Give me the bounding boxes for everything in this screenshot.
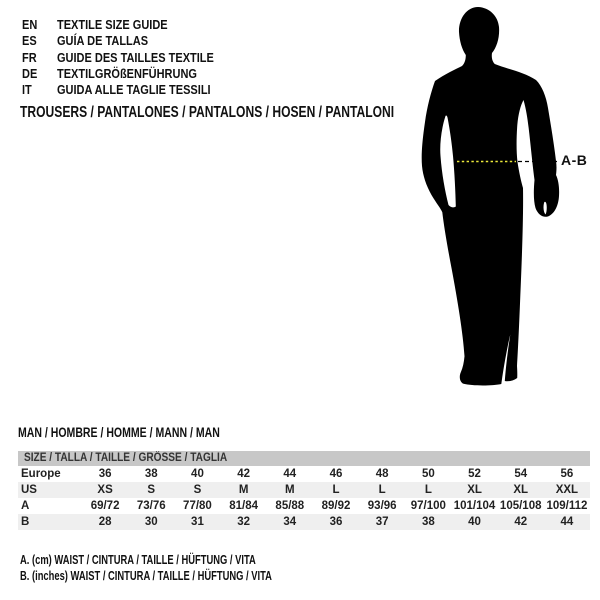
size-cell: XL xyxy=(467,484,482,496)
size-cell: 52 xyxy=(468,468,481,480)
language-label: GUÍA DE TALLAS xyxy=(57,34,149,49)
size-cell: 32 xyxy=(237,516,251,528)
table-row xyxy=(18,498,590,514)
size-cell: 97/100 xyxy=(410,500,446,512)
size-cell: L xyxy=(424,484,432,496)
size-cell: 42 xyxy=(237,468,251,480)
row-label: Europe xyxy=(21,468,61,480)
size-cell: XXL xyxy=(555,484,579,496)
language-label: TEXTILE SIZE GUIDE xyxy=(57,18,168,32)
size-table-rows xyxy=(18,466,590,530)
language-row xyxy=(22,82,235,98)
size-cell: 40 xyxy=(191,468,204,480)
size-cell: L xyxy=(332,484,340,496)
size-table-header xyxy=(18,451,590,466)
size-cell: 44 xyxy=(560,516,574,528)
size-cell: L xyxy=(378,484,386,496)
size-cell: 36 xyxy=(329,516,343,528)
size-cell: 34 xyxy=(283,516,297,528)
size-cell: 101/104 xyxy=(453,500,496,512)
table-row xyxy=(18,514,590,530)
size-cell: S xyxy=(193,484,202,496)
row-label: A xyxy=(21,500,30,512)
footnote xyxy=(20,553,356,569)
size-cell: 89/92 xyxy=(321,500,351,512)
row-label: US xyxy=(21,484,37,496)
language-code: FR xyxy=(22,50,37,65)
size-cell: 50 xyxy=(421,468,435,480)
language-row xyxy=(22,50,235,66)
size-cell: XS xyxy=(97,484,113,496)
size-cell: 36 xyxy=(98,468,112,480)
language-label: TEXTILGRÖßENFÜHRUNG xyxy=(57,66,197,81)
size-cell: 48 xyxy=(375,468,389,480)
row-label: B xyxy=(21,516,30,528)
size-table xyxy=(18,451,590,530)
size-cell: S xyxy=(147,484,156,496)
size-cell: M xyxy=(238,484,249,496)
category-heading-text: TROUSERS / PANTALONES / PANTALONS / HOSEN / PANTALONI xyxy=(20,104,395,121)
size-cell: 31 xyxy=(191,516,204,528)
size-cell: 28 xyxy=(98,516,112,528)
size-cell: 77/80 xyxy=(183,500,212,512)
figure-silhouette xyxy=(400,4,600,394)
size-cell: 38 xyxy=(421,516,435,528)
size-cell: 42 xyxy=(514,516,528,528)
footnote-text: B. (inches) WAIST / CINTURA / TAILLE / HÜFTUNG / VITA xyxy=(20,568,272,583)
man-silhouette-svg xyxy=(400,4,600,394)
size-cell: 81/84 xyxy=(229,500,259,512)
footnote-text: A. (cm) WAIST / CINTURA / TAILLE / HÜFTUNG / VITA xyxy=(20,553,256,567)
section-heading-text: MAN / HOMBRE / HOMME / MANN / MAN xyxy=(18,425,220,440)
section-heading xyxy=(18,426,277,440)
size-cell: 46 xyxy=(329,468,343,480)
table-row xyxy=(18,482,590,498)
language-code: DE xyxy=(22,66,38,81)
size-cell: 85/88 xyxy=(275,500,305,512)
measure-label: A-B xyxy=(561,152,588,168)
size-cell: 93/96 xyxy=(367,500,397,512)
language-row xyxy=(22,33,235,49)
size-cell: 69/72 xyxy=(90,500,120,512)
footnotes xyxy=(20,553,356,584)
size-cell: 73/76 xyxy=(136,500,166,512)
language-code: ES xyxy=(22,34,37,49)
size-cell: 40 xyxy=(468,516,481,528)
size-cell: 30 xyxy=(144,516,158,528)
language-list xyxy=(22,17,235,98)
language-code: EN xyxy=(22,18,38,32)
size-cell: 38 xyxy=(144,468,158,480)
size-cell: 37 xyxy=(375,516,389,528)
language-code: IT xyxy=(22,83,32,98)
size-cell: 109/112 xyxy=(546,500,588,512)
size-cell: 54 xyxy=(514,468,528,480)
size-cell: M xyxy=(285,484,295,496)
size-cell: 56 xyxy=(560,468,574,480)
size-cell: XL xyxy=(513,484,529,496)
table-row xyxy=(18,466,590,482)
language-label: GUIDE DES TAILLES TEXTILE xyxy=(57,50,214,65)
size-cell: 44 xyxy=(283,468,297,480)
language-label: GUIDA ALLE TAGLIE TESSILI xyxy=(57,83,211,98)
size-cell: 105/108 xyxy=(499,500,542,512)
language-row xyxy=(22,17,235,33)
man-silhouette-path xyxy=(422,7,559,385)
footnote xyxy=(20,569,356,585)
language-row xyxy=(22,66,235,82)
size-table-header-text: SIZE / TALLA / TAILLE / GRÖSSE / TAGLIA xyxy=(24,452,228,464)
